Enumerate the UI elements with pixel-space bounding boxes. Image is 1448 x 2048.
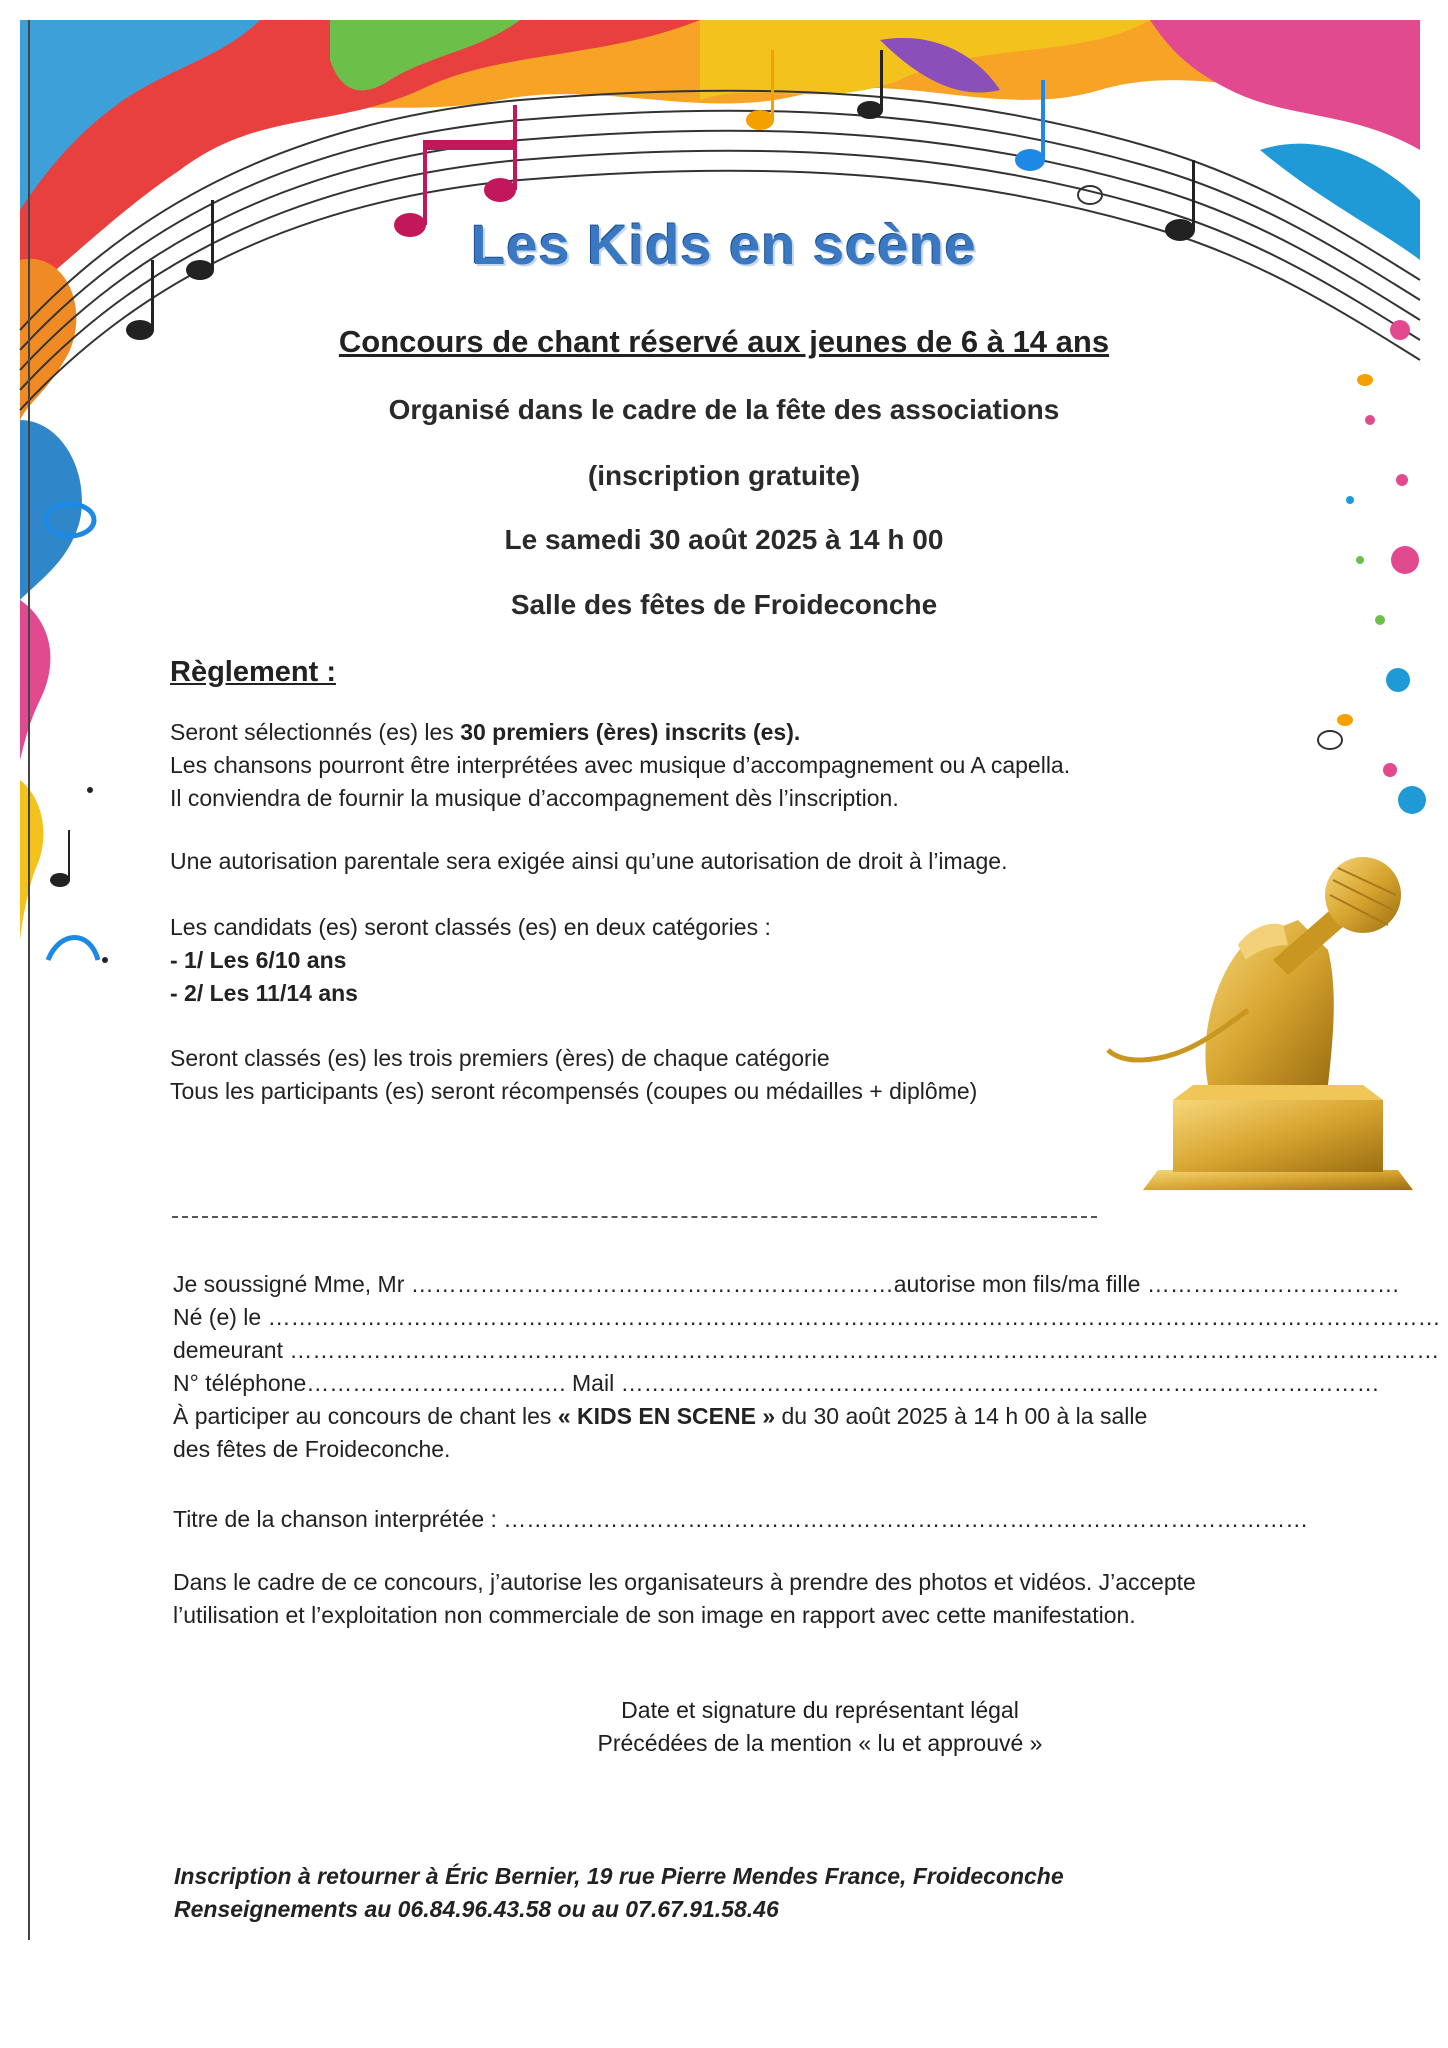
form-song-title-line[interactable]: Titre de la chanson interprétée : …………………………………………………………………………………………… <box>173 1506 1309 1532</box>
form-address-line[interactable]: demeurant …………………………………………………………………………………………………………………………………… <box>173 1337 1440 1363</box>
event-date: Le samedi 30 août 2025 à 14 h 00 <box>504 524 944 555</box>
left-margin-rule <box>28 20 30 1940</box>
rules-line-1-prefix: Seront sélectionnés (es) les <box>170 719 461 745</box>
signature-line-2: Précédées de la mention « lu et approuvé » <box>597 1730 1043 1756</box>
footer-phone-numbers: Renseignements au 06.84.96.43.58 ou au 07.67.91.58.46 <box>174 1896 779 1922</box>
consent-line-2: l’utilisation et l’exploitation non commerciale de son image en rapport avec cette manifestation. <box>173 1602 1136 1628</box>
rules-line-4: Une autorisation parentale sera exigée ainsi qu’une autorisation de droit à l’image. <box>170 848 1008 874</box>
consent-line-1: Dans le cadre de ce concours, j’autorise les organisateurs à prendre des photos et vidéos. J’accepte <box>173 1569 1196 1595</box>
rules-line-3: Il conviendra de fournir la musique d’accompagnement dès l’inscription. <box>170 785 899 811</box>
registration-form <box>173 1268 1441 1466</box>
golden-microphone-trophy-icon <box>1098 850 1428 1210</box>
event-place: Salle des fêtes de Froideconche <box>510 589 938 620</box>
rules-line-7: Tous les participants (es) seront récompensés (coupes ou médailles + diplôme) <box>170 1078 978 1104</box>
form-guardian-line[interactable]: Je soussigné Mme, Mr ………………………………………………………autorise mon fils/ma fille …………………………… <box>173 1271 1400 1297</box>
form-participation-prefix: À participer au concours de chant les <box>173 1403 558 1429</box>
rules-line-1-bold: 30 premiers (ères) inscrits (es). <box>460 719 801 745</box>
form-venue-line: des fêtes de Froideconche. <box>173 1436 451 1462</box>
signature-block <box>0 1694 1448 1760</box>
form-participation-bold: « KIDS EN SCENE » <box>557 1403 776 1429</box>
footer-return-address: Inscription à retourner à Éric Bernier, 19 rue Pierre Mendes France, Froideconche <box>174 1863 1064 1889</box>
rules-block-1 <box>170 716 1070 815</box>
rules-line-6: Seront classés (es) les trois premiers (ères) de chaque catégorie <box>170 1045 830 1071</box>
form-participation-line <box>173 1400 1273 1433</box>
footer-contact <box>174 1860 1064 1926</box>
form-phone-mail-line[interactable]: N° téléphone……………………………. Mail ……………………………………………………………………………………… <box>173 1370 1380 1396</box>
rules-line-1 <box>170 716 1070 749</box>
form-birthdate-line[interactable]: Né (e) le ……………………………………………………………………………………………………………………………………… <box>173 1304 1441 1330</box>
rules-block-2 <box>170 911 771 1010</box>
organized-line: Organisé dans le cadre de la fête des associations <box>388 394 1060 425</box>
signature-line-1: Date et signature du représentant légal <box>621 1697 1019 1723</box>
form-participation-suffix: du 30 août 2025 à 14 h 00 à la salle <box>775 1403 1148 1429</box>
category-1: - 1/ Les 6/10 ans <box>170 947 347 973</box>
category-2: - 2/ Les 11/14 ans <box>170 980 358 1006</box>
rules-heading: Règlement : <box>170 656 336 688</box>
rules-line-5: Les candidats (es) seront classés (es) en deux catégories : <box>170 914 771 940</box>
rules-block-3 <box>170 1042 977 1108</box>
page-title: Les Kids en scène <box>471 213 977 276</box>
rules-line-2: Les chansons pourront être interprétées avec musique d’accompagnement ou A capella. <box>170 752 1071 778</box>
consent-paragraph <box>173 1566 1196 1632</box>
cut-line-divider <box>172 1216 1097 1218</box>
registration-free: (inscription gratuite) <box>587 460 861 491</box>
contest-subtitle: Concours de chant réservé aux jeunes de 6 à 14 ans <box>338 324 1110 359</box>
